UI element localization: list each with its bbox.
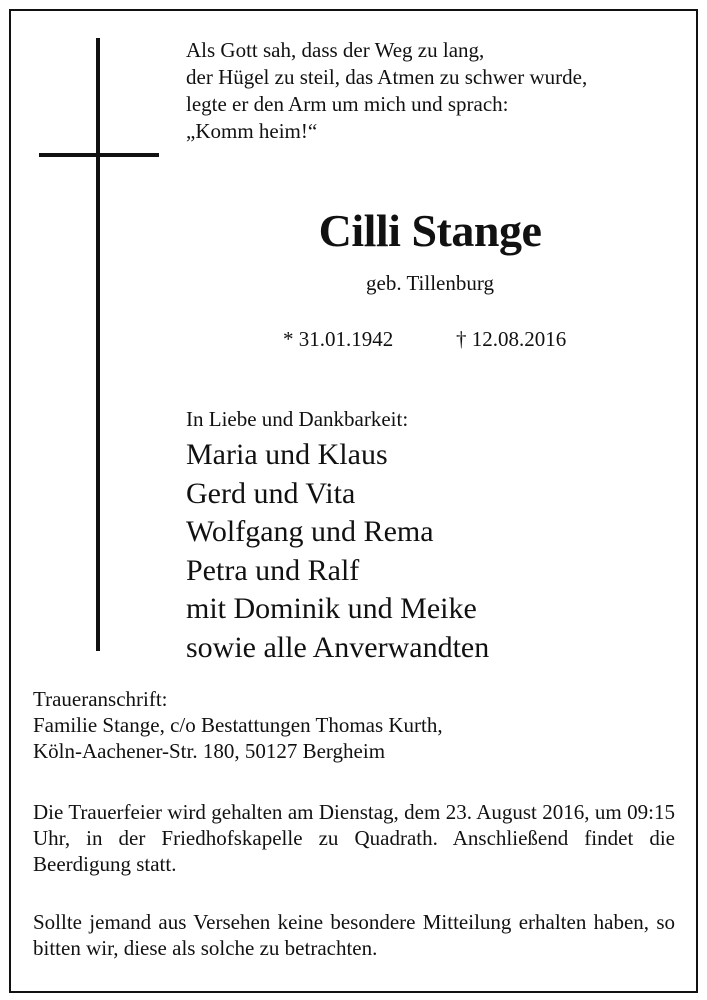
notice-text: Sollte jemand aus Versehen keine besondere Mitteilung erhalten haben, so bitten wir, diese als solche zu betrachten. [33,910,675,960]
mourner-line: Gerd und Vita [186,476,356,510]
poem-line: der Hügel zu steil, das Atmen zu schwer wurde, [186,65,588,89]
mourning-address [33,686,675,764]
mourner-line: mit Dominik und Meike [186,592,477,625]
cross-vertical-bar [96,38,100,651]
death-date: † 12.08.2016 [456,327,567,351]
mourner-line: Wolfgang und Rema [186,515,434,548]
poem-line: legte er den Arm um mich und sprach: [186,92,509,116]
address-line: Köln-Aachener-Str. 180, 50127 Bergheim [33,739,386,763]
mourner-line: Petra und Ralf [186,553,360,587]
mourners-list [186,436,489,667]
birth-date: * 31.01.1942 [283,327,394,351]
deceased-name: Cilli Stange [318,205,542,256]
mourner-line: sowie alle Anverwandten [186,630,490,664]
maiden-name: geb. Tillenburg [366,271,494,295]
poem [186,37,587,145]
address-line: Familie Stange, c/o Bestattungen Thomas Kurth, [33,713,443,737]
cross-horizontal-bar [39,153,159,157]
address-label: Traueranschrift: [33,687,168,711]
mourners-intro: In Liebe und Dankbarkeit: [186,407,409,431]
ceremony-text: Die Trauerfeier wird gehalten am Dienstag, dem 23. August 2016, um 09:15 Uhr, in der Friedhofskapelle zu Quadrath. Anschließend findet die Beerdigung statt. [33,800,675,876]
poem-line: „Komm heim!“ [186,119,318,143]
mourner-line: Maria und Klaus [186,438,388,471]
poem-line: Als Gott sah, dass der Weg zu lang, [186,38,485,62]
